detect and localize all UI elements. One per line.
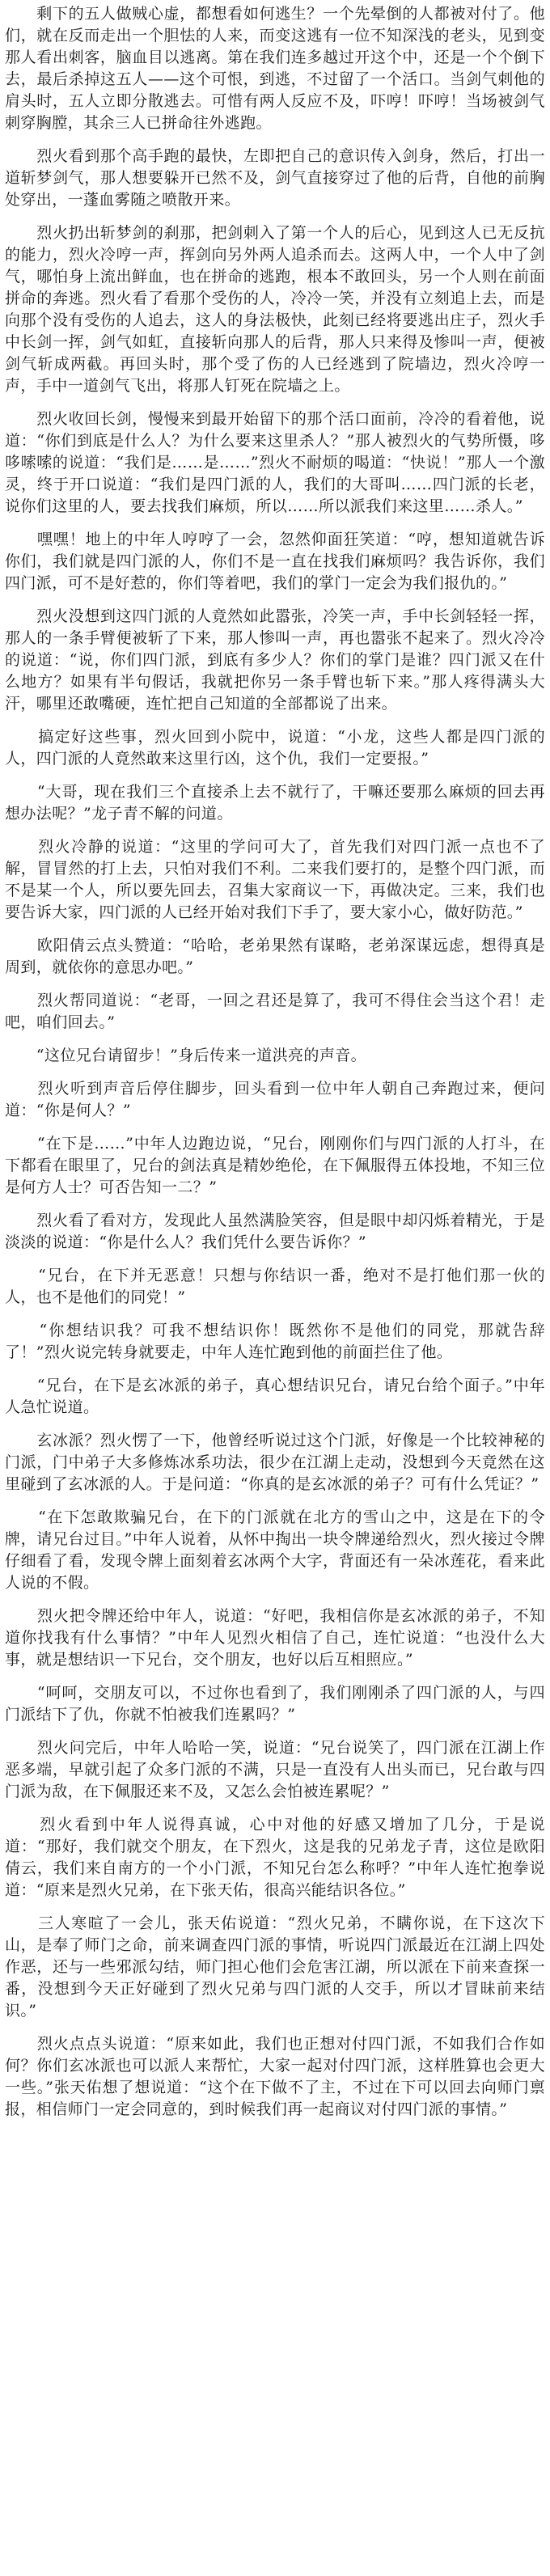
paragraph: “大哥，现在我们三个直接杀上去不就行了，干嘛还要那么麻烦的回去再想办法呢？”龙子青不解的问道。 [5, 783, 545, 823]
paragraph: 三人寒暄了一会儿，张天佑说道：“烈火兄弟，不瞒你说，在下这次下山，是奉了师门之命，前来调查四门派的事情，听说四门派最近在江湖上四处作恶，还与一些邪派勾结，师门担心他们会危害江湖，所以派在下前来查探一番，没想到今天正好碰到了烈火兄弟与四门派的人交手，所以才冒昧前来结识。” [5, 1914, 545, 2020]
paragraph: “在下是……”中年人边跑边说，“兄台，刚刚你们与四门派的人打斗，在下都看在眼里了，兄台的剑法真是精妙绝伦，在下佩服得五体投地，不知三位是何方人士？可否告知一二？” [5, 1135, 545, 1196]
paragraph: 烈火问完后，中年人哈哈一笑，说道：“兄台说笑了，四门派在江湖上作恶多端，早就引起了众多门派的不满，只是一直没有人出头而已，兄台敢与四门派为敌，在下佩服还来不及，又怎么会怕被连累呢？” [5, 1739, 545, 1800]
paragraph: “兄台，在下是玄冰派的弟子，真心想结识兄台，请兄台给个面子。”中年人急忙说道。 [5, 1377, 545, 1416]
paragraph: 烈火看到那个高手跑的最快，左即把自己的意识传入剑身，然后，打出一道斩梦剑气，那人想要躲开已然不及，剑气直接穿过了他的后背，自他的前胸处穿出，一蓬血雾随之喷散开来。 [5, 147, 545, 209]
paragraph: 烈火扔出斩梦剑的刹那，把剑刺入了第一个人的后心，见到这人已无反抗的能力，烈火冷哼一声，挥剑向另外两人追杀而去。这两人中，一个人中了剑气，哪怕身上流出鲜血，也在拼命的逃跑，根本不敢回头，另一个人则在前面拼命的奔逃。烈火看了看那个受伤的人，冷冷一笑，并没有立刻追上去，而是向那个没有受伤的人追去，这人的身法极快，此刻已经将要逃出庄子，烈火手中长剑一挥，剑气如虹，直接斩向那人的后背，那人只来得及惨叫一声，便被剑气斩成两截。再回头时，那个受了伤的人已经逃到了院墙边，烈火冷哼一声，手中一道剑气飞出，将那人钉死在院墙之上。 [5, 224, 545, 395]
paragraph: 剩下的五人做贼心虚，都想看如何逃生？一个先晕倒的人都被对付了。他们，就在反而走出一个胆怯的人来，而变这逃有一位不知深浅的老头，见到变那人看出刺客，脑血目以逃离。第在我们连多越过开这个中，还是一个个倒下去，最后杀掉这五人——这个可恨，到逃，不过留了一个活口。当剑气刺他的肩头时，五人立即分散逃去。可惜有两人反应不及，吓哼！吓哼！当场被剑气刺穿胸膛，其余三人已拼命往外逃跑。 [5, 5, 545, 132]
paragraph: 嘿嘿！地上的中年人哼哼了一会，忽然仰面狂笑道：“哼，想知道就告诉你们，我们就是四门派的人，你们不是一直在找我们麻烦吗？我告诉你，我们四门派，可不是好惹的，你们等着吧，我们的掌门一定会为我们报仇的。” [5, 531, 545, 592]
paragraph: 搞定好这些事，烈火回到小院中，说道：“小龙，这些人都是四门派的人，四门派的人竟然敢来这里行凶，这个仇，我们一定要报。” [5, 728, 545, 768]
paragraph: 烈火收回长剑，慢慢来到最开始留下的那个活口面前，冷冷的看着他，说道：“你们到底是什么人？为什么要来这里杀人？”那人被烈火的气势所慑，哆哆嗦嗦的说道：“我们是……是……”烈火不耐烦的喝道：“快说！”那人一个激灵，终于开口说道：“我们是四门派的人，我们的大哥叫……四门派的长老，说你们这里的人，要去找我们麻烦，所以……所以派我们来这里……杀人。” [5, 410, 545, 515]
paragraph: 烈火听到声音后停住脚步，回头看到一位中年人朝自己奔跑过来，便问道：“你是何人？” [5, 1080, 545, 1119]
paragraph: “在下怎敢欺骗兄台，在下的门派就在北方的雪山之中，这是在下的令牌，请兄台过目。”中年人说着，从怀中掏出一块令牌递给烈火，烈火接过令牌仔细看了看，发现令牌上面刻着玄冰两个大字，背面还有一朵冰莲花，看来此人说的不假。 [5, 1508, 545, 1592]
paragraph: 烈火点点头说道：“原来如此，我们也正想对付四门派，不如我们合作如何？你们玄冰派也可以派人来帮忙，大家一起对付四门派，这样胜算也会更大一些。”张天佑想了想说道：“这个在下做不了主，不过在下可以回去向师门禀报，相信师门一定会同意的，到时候我们再一起商议对付四门派的事情。” [5, 2035, 545, 2118]
paragraph: 烈火冷静的说道：“这里的学问可大了，首先我们对四门派一点也不了解，冒冒然的打上去，只怕对我们不利。二来我们要打的，是整个四门派，而不是某一个人，所以要先回去，召集大家商议一下，再做决定。三来，我们也要告诉大家，四门派的人已经开始对我们下手了，要大家小心，做好防范。” [5, 838, 545, 921]
paragraph: 烈火看了看对方，发现此人虽然满脸笑容，但是眼中却闪烁着精光，于是淡淡的说道：“你是什么人？我们凭什么要告诉你？” [5, 1212, 545, 1251]
paragraph: 烈火帮同道说：“老哥，一回之君还是算了，我可不得住会当这个君！走吧，咱们回去。” [5, 992, 545, 1031]
paragraph: 烈火看到中年人说得真诚，心中对他的好感又增加了几分，于是说道：“那好，我们就交个朋友，在下烈火，这是我的兄弟龙子青，这位是欧阳倩云，我们来自南方的一个小门派，不知兄台怎么称呼？”中年人连忙抱拳说道：“原来是烈火兄弟，在下张天佑，很高兴能结识各位。” [5, 1816, 545, 1899]
paragraph: 欧阳倩云点头赞道：“哈哈，老弟果然有谋略，老弟深谋远虑，想得真是周到，就依你的意思办吧。” [5, 937, 545, 976]
paragraph: “呵呵，交朋友可以，不过你也看到了，我们刚刚杀了四门派的人，与四门派结下了仇，你就不怕被我们连累吗？” [5, 1684, 545, 1724]
paragraph: 烈火把令牌还给中年人，说道：“好吧，我相信你是玄冰派的弟子，不知道你找我有什么事情？”中年人见烈火相信了自己，连忙说道：“也没什么大事，就是想结识一下兄台，交个朋友，也好以后互相照应。” [5, 1607, 545, 1669]
paragraph: 玄冰派？烈火愣了一下，他曾经听说过这个门派，好像是一个比较神秘的门派，门中弟子大多修炼冰系功法，很少在江湖上走动，没想到今天竟然在这里碰到了玄冰派的人。于是问道：“你真的是玄冰派的弟子？可有什么凭证？” [5, 1432, 545, 1493]
paragraph: “这位兄台请留步！”身后传来一道洪亮的声音。 [5, 1047, 367, 1064]
paragraph: “兄台，在下并无恶意！只想与你结识一番，绝对不是打他们那一伙的人，也不是他们的同党！” [5, 1267, 545, 1306]
paragraph: “你想结识我？可我不想结识你！既然你不是他们的同党，那就告辞了！”烈火说完转身就要走，中年人连忙跑到他的前面拦住了他。 [5, 1322, 545, 1361]
paragraph: 烈火没想到这四门派的人竟然如此嚣张，冷笑一声，手中长剑轻轻一挥，那人的一条手臂便被斩了下来，那人惨叫一声，再也嚣张不起来了。烈火冷冷的说道：“说，你们四门派，到底有多少人？你们的掌门是谁？四门派又在什么地方？如果有半句假话，我就把你另一条手臂也斩下来。”那人疼得满头大汗，哪里还敢嘴硬，连忙把自己知道的全部都说了出来。 [5, 607, 545, 713]
